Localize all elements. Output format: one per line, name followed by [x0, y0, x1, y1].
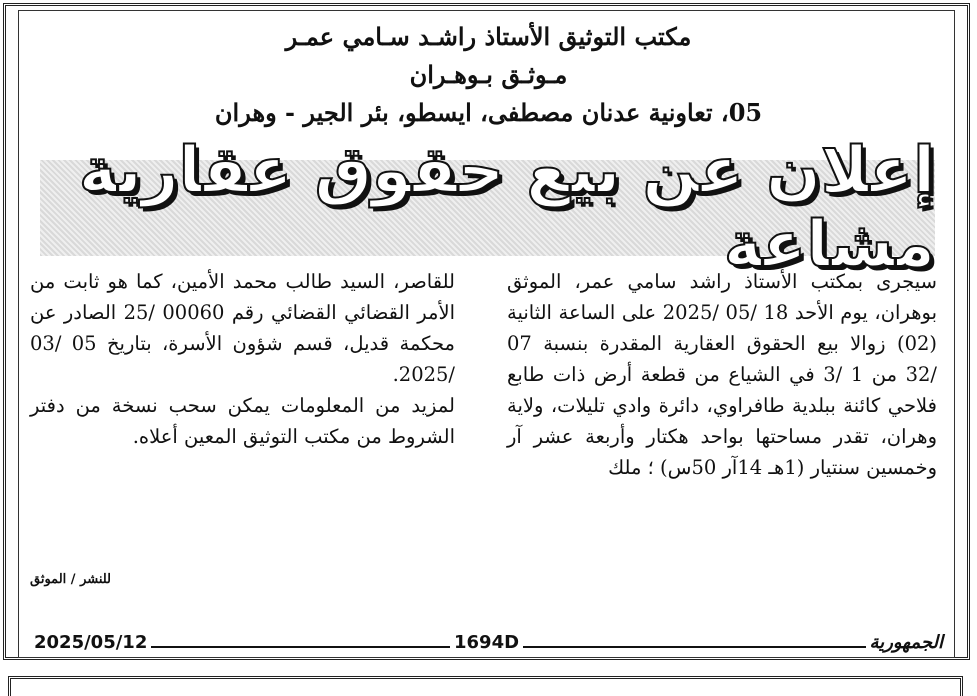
notary-header: [40, 18, 937, 132]
announcement-title: إعلان عن بيع حقوق عقارية مشاعة: [78, 134, 935, 282]
title-band: [40, 134, 935, 282]
newspaper-logo: الجمهورية: [866, 632, 947, 653]
footer: [30, 632, 947, 656]
office-address: 05، تعاونية عدنان مصطفى، ايسطو، بئر الجير - وهران: [214, 98, 763, 127]
publication-date: 2025/05/12: [30, 632, 151, 653]
next-advert-frame: [8, 676, 963, 696]
body-right-column: [507, 266, 937, 483]
signoff: للنشر / الموثق: [30, 572, 112, 587]
body-paragraph: لمزيد من المعلومات يمكن سحب نسخة من دفتر الشروط من مكتب التوثيق المعين أعلاه.: [30, 394, 455, 448]
body-paragraph: سيجرى بمكتب الأستاذ راشد سامي عمر، الموثق بوهران، يوم الأحد 18 /05 /2025 على الساعة الثانية (02) زوالا بيع الحقوق العقارية المقدرة بنسبة 07 /32 من 1 /3 في الشياع من قطعة أرض ذات طابع فلاحي كائنة ببلدية طافراوي، دائرة وادي تليلات، ولاية وهران، تقدر مساحتها بواحد هكتار وأربعة عشر آر وخمسين سنتيار (1هـ 14آر 50س) ؛ ملك: [507, 270, 937, 479]
office-name: مكتب التوثيق الأستاذ راشـد سـامي عمـر: [285, 22, 692, 51]
notary-role: مـوثـق بـوهـران: [409, 60, 568, 89]
body-paragraph: للقاصر، السيد طالب محمد الأمين، كما هو ثابت من الأمر القضائي القضائي رقم 00060 /25 الصادر عن محكمة قديل، قسم شؤون الأسرة، بتاريخ 05 /03 /2025.: [30, 270, 455, 386]
body-left-column: [30, 266, 455, 452]
ad-code: 1694D: [450, 632, 523, 653]
